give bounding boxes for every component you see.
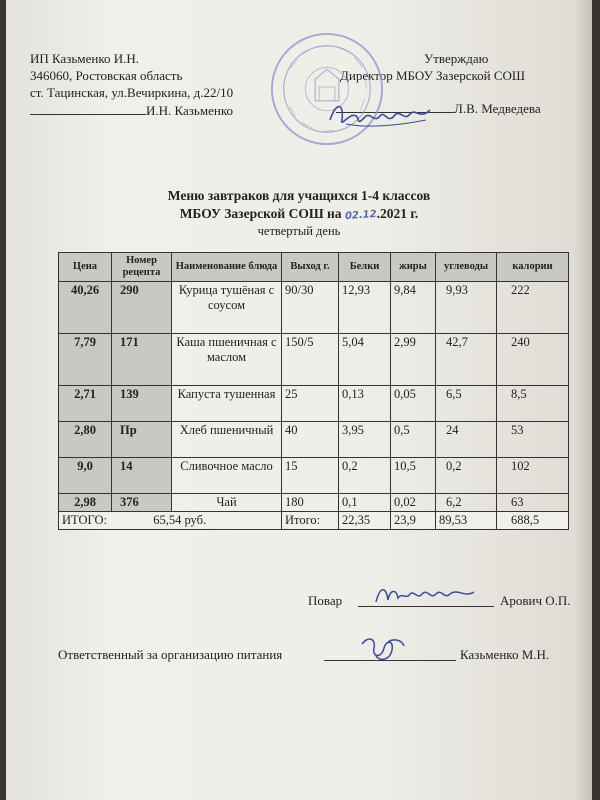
cook-name: Арович О.П. xyxy=(500,593,571,608)
cell-dish: Капуста тушенная xyxy=(172,386,282,422)
supplier-postal: 346060, Ростовская область xyxy=(30,68,183,83)
cell-fat: 0,05 xyxy=(391,386,436,422)
cell-calories: 102 xyxy=(497,458,569,494)
table-row xyxy=(59,494,569,512)
cell-carbs: 42,7 xyxy=(436,334,497,386)
table-row xyxy=(59,386,569,422)
table-row xyxy=(59,422,569,458)
table-row xyxy=(59,458,569,494)
responsible-signature xyxy=(358,634,408,664)
col-header-price: Цена xyxy=(59,253,112,282)
cell-portion: 180 xyxy=(282,494,339,512)
cell-protein: 0,2 xyxy=(339,458,391,494)
cell-fat: 2,99 xyxy=(391,334,436,386)
cell-recipe: 139 xyxy=(112,386,172,422)
cell-protein: 5,04 xyxy=(339,334,391,386)
day-label: четвертый день xyxy=(257,224,341,238)
col-header-recipe: Номер рецепта xyxy=(112,253,172,282)
cell-protein: 0,1 xyxy=(339,494,391,512)
cell-calories: 8,5 xyxy=(497,386,569,422)
total-price-label: ИТОГО: xyxy=(62,513,107,527)
cell-dish: Сливочное масло xyxy=(172,458,282,494)
cell-carbs: 24 xyxy=(436,422,497,458)
cell-calories: 240 xyxy=(497,334,569,386)
cell-dish: Чай xyxy=(172,494,282,512)
total-price-cell xyxy=(59,512,282,530)
table-row xyxy=(59,334,569,386)
col-header-carbs: углеводы xyxy=(436,253,497,282)
page-edge-shadow xyxy=(574,0,592,800)
col-header-calories: калории xyxy=(497,253,569,282)
menu-table xyxy=(58,252,569,530)
total-price-value: 65,54 руб. xyxy=(153,513,207,527)
cell-price: 40,26 xyxy=(59,282,112,334)
cell-portion: 25 xyxy=(282,386,339,422)
approve-label: Утверждаю xyxy=(424,51,489,66)
table-row xyxy=(59,282,569,334)
cell-recipe: Пр xyxy=(112,422,172,458)
col-header-protein: Белки xyxy=(339,253,391,282)
totals-row xyxy=(59,512,569,530)
cell-calories: 222 xyxy=(497,282,569,334)
cell-protein: 0,13 xyxy=(339,386,391,422)
cell-fat: 0,02 xyxy=(391,494,436,512)
cell-protein: 3,95 xyxy=(339,422,391,458)
total-fat: 23,9 xyxy=(391,512,436,530)
cell-price: 9,0 xyxy=(59,458,112,494)
cell-price: 2,71 xyxy=(59,386,112,422)
col-header-fat: жиры xyxy=(391,253,436,282)
cell-carbs: 6,2 xyxy=(436,494,497,512)
cell-fat: 9,84 xyxy=(391,282,436,334)
cell-recipe: 376 xyxy=(112,494,172,512)
col-header-portion: Выход г. xyxy=(282,253,339,282)
document-sheet xyxy=(6,0,592,800)
director-title: Директор МБОУ Зазерской СОШ xyxy=(340,68,526,83)
cell-price: 2,80 xyxy=(59,422,112,458)
cook-signature xyxy=(372,582,478,608)
cook-label: Повар xyxy=(308,593,343,608)
cell-recipe: 14 xyxy=(112,458,172,494)
cell-carbs: 9,93 xyxy=(436,282,497,334)
cell-portion: 150/5 xyxy=(282,334,339,386)
director-signature-line: Л.В. Медведева xyxy=(336,100,541,117)
supplier-address: ст. Тацинская, ул.Вечиркина, д.22/10 xyxy=(30,85,234,100)
cell-carbs: 6,5 xyxy=(436,386,497,422)
supplier-signature-line: И.Н. Казьменко xyxy=(30,102,233,119)
cell-recipe: 290 xyxy=(112,282,172,334)
cell-portion: 90/30 xyxy=(282,282,339,334)
total-calories: 688,5 xyxy=(497,512,569,530)
cell-fat: 10,5 xyxy=(391,458,436,494)
responsible-label: Ответственный за организацию питания xyxy=(58,647,283,662)
cell-protein: 12,93 xyxy=(339,282,391,334)
cell-price: 2,98 xyxy=(59,494,112,512)
total-protein: 22,35 xyxy=(339,512,391,530)
cell-fat: 0,5 xyxy=(391,422,436,458)
cell-dish: Хлеб пшеничный xyxy=(172,422,282,458)
cell-calories: 53 xyxy=(497,422,569,458)
cell-dish: Каша пшеничная с маслом xyxy=(172,334,282,386)
responsible-name: Казьменко М.Н. xyxy=(460,647,550,662)
director-signature xyxy=(326,98,434,132)
cell-portion: 15 xyxy=(282,458,339,494)
cell-recipe: 171 xyxy=(112,334,172,386)
cell-carbs: 0,2 xyxy=(436,458,497,494)
cell-calories: 63 xyxy=(497,494,569,512)
supplier-name: ИП Казьменко И.Н. xyxy=(30,51,139,66)
cell-portion: 40 xyxy=(282,422,339,458)
cell-dish: Курица тушёная с соусом xyxy=(172,282,282,334)
cell-price: 7,79 xyxy=(59,334,112,386)
col-header-dish: Наименование блюда xyxy=(172,253,282,282)
menu-title: Меню завтраков для учащихся 1-4 классов xyxy=(167,188,431,203)
total-carbs: 89,53 xyxy=(436,512,497,530)
menu-subtitle: МБОУ Зазерской СОШ на 02.12.2021 г. xyxy=(179,206,419,223)
total-label: Итого: xyxy=(282,512,339,530)
table-header-row xyxy=(59,253,569,282)
